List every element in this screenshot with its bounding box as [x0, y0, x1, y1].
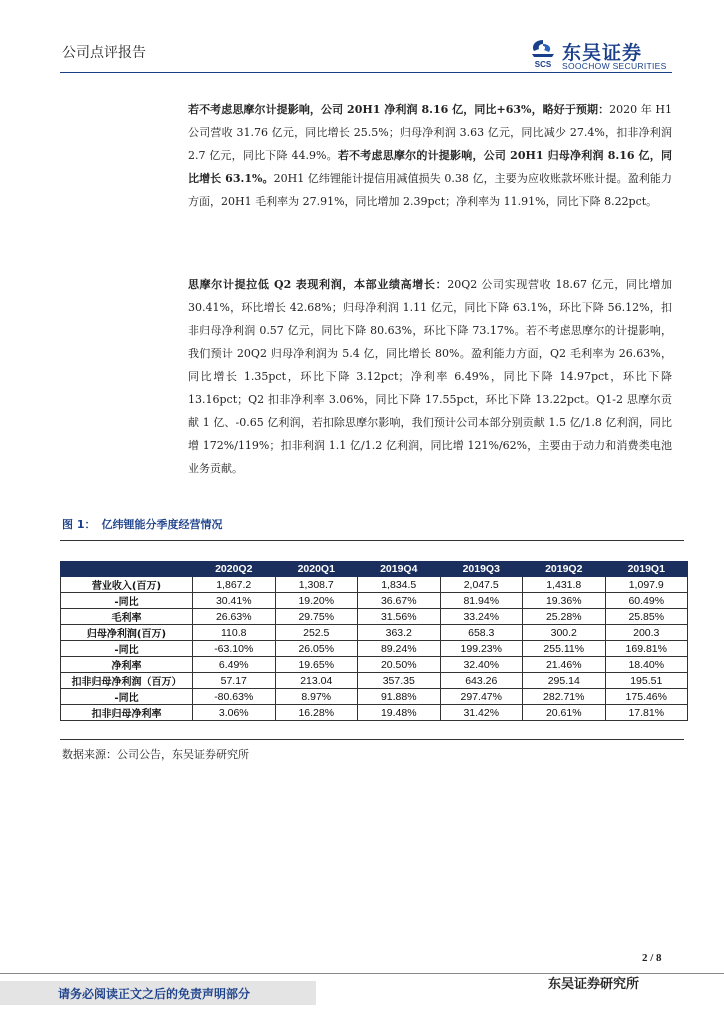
table-cell: 57.17 — [193, 673, 276, 689]
table-row-label: 扣非归母净利润（百万） — [61, 673, 193, 689]
table-cell: 213.04 — [275, 673, 358, 689]
table-cell: 1,431.8 — [523, 577, 606, 593]
paragraph-h1-text-b: 20H1 亿纬锂能计提信用减值损失 0.38 亿，主要为应收账款坏账计提。盈利能力方面，20H1 毛利率为 27.91%，同比增加 2.39pct；净利率为 11.91%，同比下降 8.22pct。 — [188, 172, 672, 208]
table-header-cell: 2020Q2 — [193, 562, 276, 577]
paragraph-h1-text-a: 2020 年 H1 公司营收 31.76 亿元，同比增长 25.5%；归母净利润 3.63 亿元，同比减少 27.4%，扣非净利润 2.7 亿元，同比下降 44.9%。 — [188, 103, 672, 162]
paragraph-h1-lead: 若不考虑思摩尔计提影响，公司 20H1 净利润 8.16 亿，同比+63%，略好于预期： — [188, 103, 610, 116]
table-cell: 31.56% — [358, 609, 441, 625]
footer-disclaimer: 请务必阅读正文之后的免责声明部分 — [58, 987, 251, 1001]
table-cell: 199.23% — [440, 641, 523, 657]
table-header-cell: 2019Q3 — [440, 562, 523, 577]
table-row-label: 毛利率 — [61, 609, 193, 625]
table-row — [61, 705, 688, 721]
table-cell: 1,308.7 — [275, 577, 358, 593]
table-cell: 282.71% — [523, 689, 606, 705]
table-row-label: 营业收入(百万) — [61, 577, 193, 593]
table-cell: 18.40% — [605, 657, 688, 673]
quarterly-results-table — [60, 561, 688, 721]
table-row-label: -同比 — [61, 641, 193, 657]
table-cell: 3.06% — [193, 705, 276, 721]
table-row — [61, 609, 688, 625]
table-row — [61, 673, 688, 689]
table-cell: 300.2 — [523, 625, 606, 641]
table-row-label: 归母净利润(百万) — [61, 625, 193, 641]
table-cell: 91.88% — [358, 689, 441, 705]
table-cell: 19.48% — [358, 705, 441, 721]
company-logo — [528, 38, 678, 72]
paragraph-h1-summary — [188, 98, 672, 213]
table-row-label: -同比 — [61, 593, 193, 609]
table-cell: 33.24% — [440, 609, 523, 625]
paragraph-q2-lead: 思摩尔计提拉低 Q2 表现利润，本部业绩高增长： — [188, 278, 448, 291]
paragraph-q2-text: 20Q2 公司实现营收 18.67 亿元，同比增加 30.41%，环比增长 42.68%；归母净利润 1.11 亿元，同比下降 63.1%，环比下降 56.12%，扣非归母净利润 0.57 亿元，同比下降 80.63%，环比下降 73.17%。若不考虑思摩尔的计提影响，我们预计 20Q2 归母净利润为 5.4 亿，同比增长 80%。盈利能力方面，Q2 毛利率为 26.63%，同比增长 1.35pct，环比下降 3.12pct；净利率 6.49%，同比下降 14.97pct，环比下降 13.16pct；Q2 扣非净利率 3.06%，同比下降 17.55pct，环比下降 13.22pct。Q1-2 思摩尔贡献 1 亿、-0.65 亿利润，若扣除思摩尔影响，我们预计公司本部分别贡献 1.5 亿/1.8 亿利润，同比增 172%/119%；扣非利润 1.1 亿/1.2 亿利润，同比增 121%/62%，主要由于动力和消费类电池业务贡献。 — [188, 278, 672, 475]
table-cell: 295.14 — [523, 673, 606, 689]
footer-company-name: 东吴证券研究所 — [548, 977, 640, 992]
table-cell: 643.26 — [440, 673, 523, 689]
paragraph-h1-highlight: 若不考虑思摩尔的计提影响，公司 20H1 归母净利润 8.16 亿，同比增长 63.1%。 — [188, 149, 672, 185]
table-cell: 31.42% — [440, 705, 523, 721]
table-cell: 200.3 — [605, 625, 688, 641]
table-cell: 363.2 — [358, 625, 441, 641]
logo-english-name: SOOCHOW SECURITIES — [562, 61, 667, 71]
table-row — [61, 689, 688, 705]
table-row — [61, 641, 688, 657]
table-cell: 30.41% — [193, 593, 276, 609]
table-row — [61, 577, 688, 593]
table-cell: 110.8 — [193, 625, 276, 641]
table-header-cell: 2019Q2 — [523, 562, 606, 577]
logo-mark-icon — [528, 38, 558, 70]
logo-chinese-name: 东吴证券 — [562, 42, 643, 64]
table-row — [61, 657, 688, 673]
table-header-cell: 2019Q4 — [358, 562, 441, 577]
svg-text:SCS: SCS — [534, 60, 552, 69]
table-cell: 1,867.2 — [193, 577, 276, 593]
figure-number: 图 1： — [62, 518, 96, 531]
table-cell: 17.81% — [605, 705, 688, 721]
table-cell: 19.36% — [523, 593, 606, 609]
table-cell: 89.24% — [358, 641, 441, 657]
table-cell: 25.28% — [523, 609, 606, 625]
source-divider — [60, 739, 684, 740]
table-cell: 81.94% — [440, 593, 523, 609]
table-cell: 20.61% — [523, 705, 606, 721]
table-row — [61, 593, 688, 609]
report-type-label: 公司点评报告 — [62, 45, 146, 61]
table-row-label: 扣非归母净利率 — [61, 705, 193, 721]
table-cell: 32.40% — [440, 657, 523, 673]
table-cell: 36.67% — [358, 593, 441, 609]
data-source-note: 数据来源：公司公告，东吴证券研究所 — [62, 748, 249, 761]
table-cell: 252.5 — [275, 625, 358, 641]
table-cell: 357.35 — [358, 673, 441, 689]
table-header-cell: 2020Q1 — [275, 562, 358, 577]
paragraph-q2-summary — [188, 273, 672, 480]
table-cell: 195.51 — [605, 673, 688, 689]
table-cell: 16.28% — [275, 705, 358, 721]
figure-title — [62, 516, 228, 532]
table-cell: 255.11% — [523, 641, 606, 657]
table-cell: 60.49% — [605, 593, 688, 609]
table-cell: 169.81% — [605, 641, 688, 657]
table-cell: 20.50% — [358, 657, 441, 673]
table-cell: 658.3 — [440, 625, 523, 641]
figure-caption: 亿纬锂能分季度经营情况 — [101, 518, 223, 531]
table-row — [61, 625, 688, 641]
table-cell: 1,834.5 — [358, 577, 441, 593]
table-cell: 2,047.5 — [440, 577, 523, 593]
table-cell: 26.05% — [275, 641, 358, 657]
table-cell: 21.46% — [523, 657, 606, 673]
table-header-cell: 2019Q1 — [605, 562, 688, 577]
table-cell: 19.65% — [275, 657, 358, 673]
table-cell: 297.47% — [440, 689, 523, 705]
table-row-label: -同比 — [61, 689, 193, 705]
table-cell: 8.97% — [275, 689, 358, 705]
table-cell: 1,097.9 — [605, 577, 688, 593]
table-header-cell — [61, 562, 193, 577]
table-cell: -80.63% — [193, 689, 276, 705]
table-cell: 175.46% — [605, 689, 688, 705]
table-cell: 26.63% — [193, 609, 276, 625]
table-cell: 25.85% — [605, 609, 688, 625]
table-cell: 6.49% — [193, 657, 276, 673]
table-cell: 29.75% — [275, 609, 358, 625]
page-number: 2 / 8 — [642, 952, 662, 964]
table-header-row — [61, 562, 688, 577]
table-cell: 19.20% — [275, 593, 358, 609]
table-row-label: 净利率 — [61, 657, 193, 673]
table-cell: -63.10% — [193, 641, 276, 657]
figure-divider — [60, 540, 684, 541]
header-divider — [60, 72, 672, 73]
